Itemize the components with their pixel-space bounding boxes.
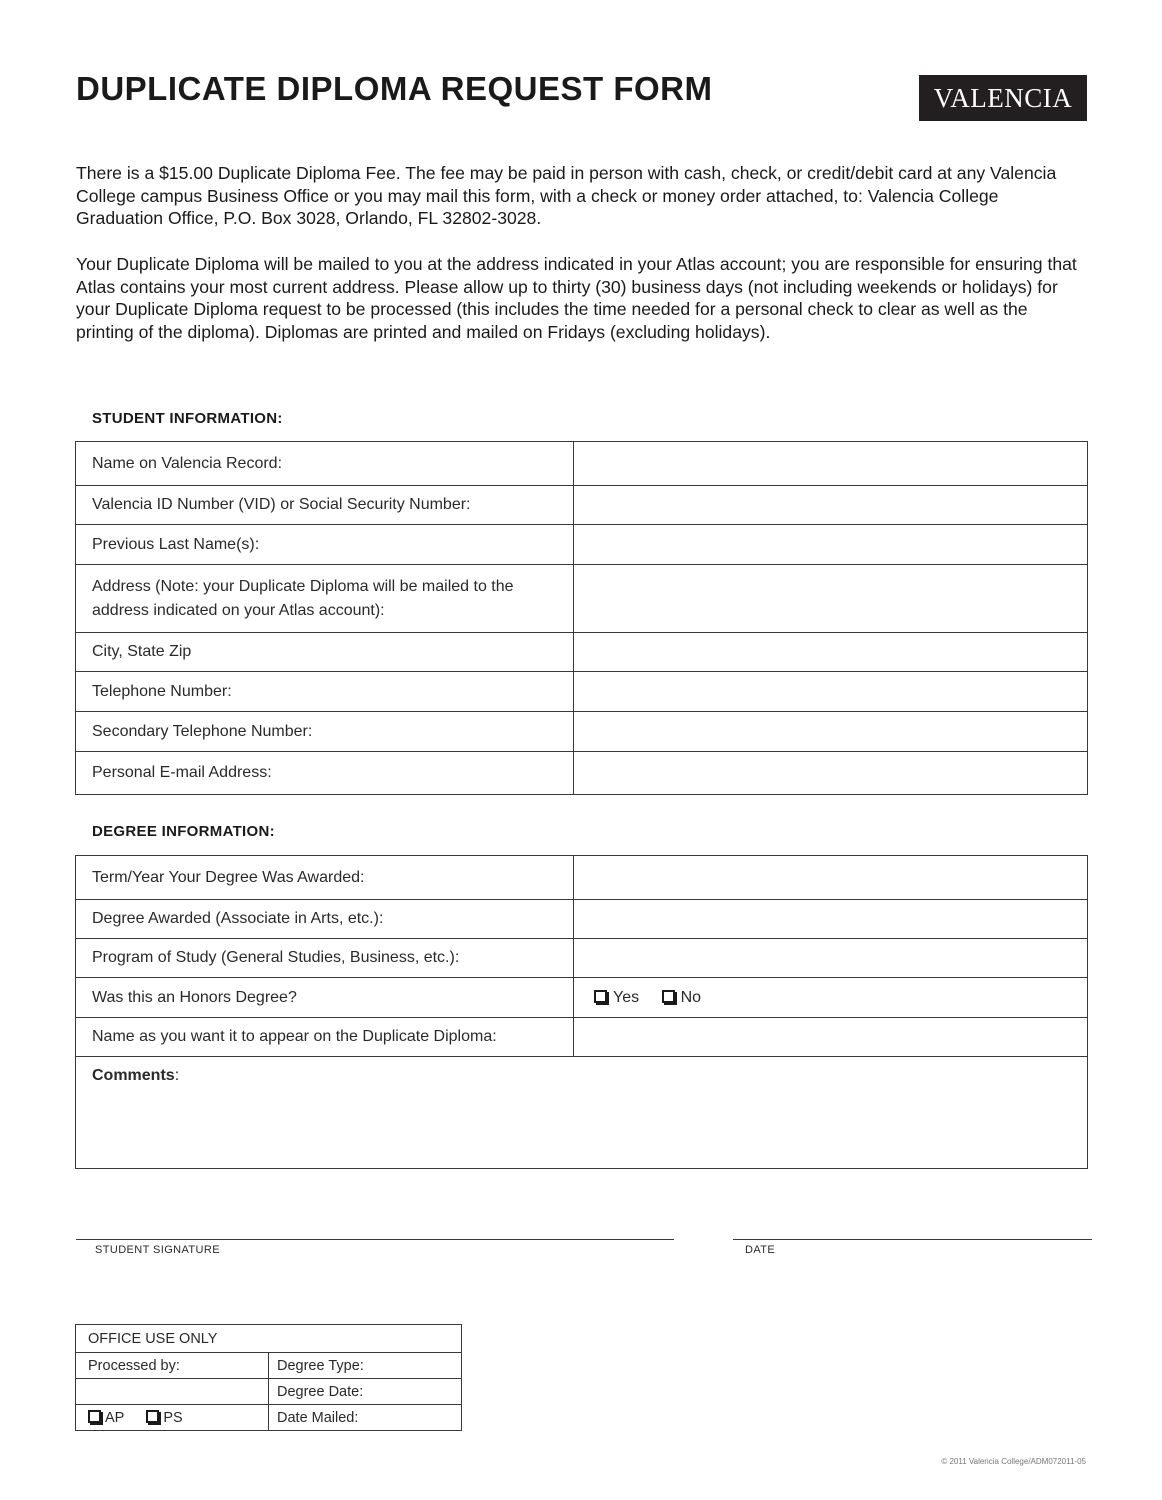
honors-degree-label: Was this an Honors Degree? <box>76 978 574 1018</box>
previous-last-name-field[interactable] <box>574 525 1088 565</box>
checkbox-icon[interactable] <box>594 990 607 1003</box>
comments-label: Comments <box>92 1067 175 1084</box>
email-field[interactable] <box>574 752 1088 795</box>
mailing-paragraph: Your Duplicate Diploma will be mailed to you at the address indicated in your Atlas account; you are responsible for ensuring that Atlas contains your most current address. Please allow up to thirty (30) business days (not including weekends or holidays) for your Duplicate Diploma request to be processed (this includes the time needed for a personal check to clear as well as the printing of the diploma). Diplomas are printed and mailed on Fridays (excluding holidays). <box>76 254 1077 342</box>
address-field[interactable] <box>574 565 1088 633</box>
table-row <box>76 525 1088 565</box>
table-row <box>76 633 1088 672</box>
table-row <box>76 442 1088 486</box>
table-row <box>76 565 1088 633</box>
table-row <box>76 672 1088 712</box>
ap-label: AP <box>105 1409 125 1426</box>
honors-yes-label: Yes <box>613 988 640 1006</box>
student-information-table <box>75 441 1088 795</box>
fee-paragraph: There is a $15.00 Duplicate Diploma Fee. The fee may be paid in person with cash, check, or credit/debit card at any Valencia College campus Business Office or you may mail this form, with a check or money order attached, to: Valencia College Graduation Office, P.O. Box 3028, Orlando, FL 32802-3028. <box>76 163 1057 228</box>
table-row <box>76 486 1088 525</box>
table-row <box>76 900 1088 939</box>
term-year-field[interactable] <box>574 856 1088 900</box>
degree-date-label: Degree Date: <box>269 1379 462 1405</box>
secondary-telephone-label: Secondary Telephone Number: <box>76 712 574 752</box>
page-title: DUPLICATE DIPLOMA REQUEST FORM <box>76 70 713 107</box>
table-row <box>76 856 1088 900</box>
vid-ssn-label: Valencia ID Number (VID) or Social Security Number: <box>76 486 574 525</box>
telephone-label: Telephone Number: <box>76 672 574 712</box>
address-label: Address (Note: your Duplicate Diploma will be mailed to the address indicated on your Atlas account): <box>76 565 574 633</box>
checkbox-icon[interactable] <box>88 1410 101 1423</box>
degree-information-heading: DEGREE INFORMATION: <box>92 823 275 840</box>
previous-last-name-label: Previous Last Name(s): <box>76 525 574 565</box>
honors-degree-options <box>574 978 1088 1018</box>
name-on-record-label: Name on Valencia Record: <box>76 442 574 486</box>
table-row <box>76 1057 1088 1169</box>
honors-no-option[interactable] <box>662 989 701 1006</box>
degree-type-label: Degree Type: <box>269 1353 462 1379</box>
vid-ssn-field[interactable] <box>574 486 1088 525</box>
processed-by-field[interactable] <box>76 1379 269 1405</box>
office-use-table <box>75 1324 462 1431</box>
table-row <box>76 712 1088 752</box>
table-row <box>76 1353 462 1379</box>
student-signature-label: STUDENT SIGNATURE <box>95 1244 220 1256</box>
checkbox-icon[interactable] <box>662 990 675 1003</box>
ap-ps-options <box>76 1405 269 1431</box>
diploma-name-label: Name as you want it to appear on the Duplicate Diploma: <box>76 1018 574 1057</box>
telephone-field[interactable] <box>574 672 1088 712</box>
comments-field[interactable] <box>76 1057 1088 1169</box>
date-line[interactable] <box>733 1239 1092 1240</box>
date-mailed-label: Date Mailed: <box>269 1405 462 1431</box>
table-row <box>76 752 1088 795</box>
honors-yes-option[interactable] <box>594 989 639 1006</box>
program-of-study-field[interactable] <box>574 939 1088 978</box>
honors-no-label: No <box>680 988 702 1006</box>
table-row <box>76 1325 462 1353</box>
table-row <box>76 1405 462 1431</box>
city-state-zip-field[interactable] <box>574 633 1088 672</box>
degree-information-table <box>75 855 1088 1169</box>
copyright-footer: © 2011 Valencia College/ADM072011-05 <box>941 1457 1086 1466</box>
table-row <box>76 939 1088 978</box>
valencia-logo: VALENCIA <box>919 75 1087 121</box>
secondary-telephone-field[interactable] <box>574 712 1088 752</box>
degree-awarded-label: Degree Awarded (Associate in Arts, etc.): <box>76 900 574 939</box>
diploma-name-field[interactable] <box>574 1018 1088 1057</box>
program-of-study-label: Program of Study (General Studies, Business, etc.): <box>76 939 574 978</box>
comments-colon: : <box>174 1067 180 1084</box>
date-label: DATE <box>745 1244 776 1256</box>
term-year-label: Term/Year Your Degree Was Awarded: <box>76 856 574 900</box>
student-information-heading: STUDENT INFORMATION: <box>92 410 283 427</box>
degree-awarded-field[interactable] <box>574 900 1088 939</box>
name-on-record-field[interactable] <box>574 442 1088 486</box>
checkbox-icon[interactable] <box>146 1410 159 1423</box>
ps-label: PS <box>163 1409 183 1426</box>
office-use-heading: OFFICE USE ONLY <box>76 1325 462 1353</box>
ap-option[interactable] <box>88 1410 124 1426</box>
processed-by-label: Processed by: <box>76 1353 269 1379</box>
table-row <box>76 1379 462 1405</box>
email-label: Personal E-mail Address: <box>76 752 574 795</box>
ps-option[interactable] <box>146 1410 182 1426</box>
table-row <box>76 1018 1088 1057</box>
signature-line[interactable] <box>76 1239 674 1240</box>
city-state-zip-label: City, State Zip <box>76 633 574 672</box>
table-row <box>76 978 1088 1018</box>
